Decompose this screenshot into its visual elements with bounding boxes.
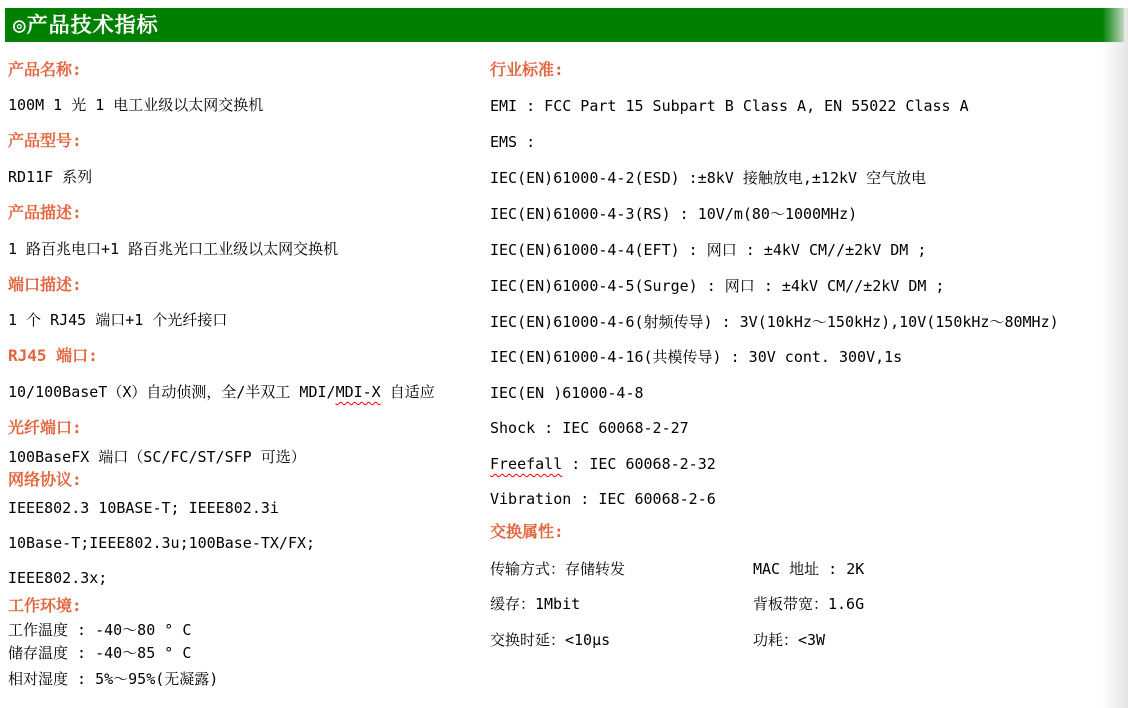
environment-line: 工作温度 : -40～80 ° C (8, 621, 192, 639)
rj45-port-value (8, 382, 490, 402)
heading-port-desc: 端口描述: (8, 275, 82, 294)
banner-title: ◎产品技术指标 (13, 13, 159, 37)
freefall-text-rest: : IEC 60068-2-32 (562, 455, 716, 473)
port-desc-value: 1 个 RJ45 端口+1 个光纤接口 (8, 311, 228, 329)
environment-line: 储存温度 : -40～85 ° C (8, 644, 192, 662)
standard-line: IEC(EN )61000-4-8 (490, 384, 644, 402)
right-column (490, 42, 1128, 689)
standard-line-freefall (490, 454, 1128, 474)
heading-fiber-port: 光纤端口: (8, 418, 82, 437)
switching-cell: 背板带宽：1.6G (753, 595, 865, 613)
heading-standards: 行业标准: (490, 60, 564, 79)
product-model-value: RD11F 系列 (8, 168, 93, 186)
standard-line: Vibration : IEC 60068-2-6 (490, 490, 716, 508)
heading-protocols: 网络协议: (8, 470, 82, 489)
protocol-line: IEEE802.3x; (8, 569, 108, 587)
switching-row (490, 559, 1128, 579)
heading-rj45-port: RJ45 端口: (8, 346, 98, 365)
product-name-value: 100M 1 光 1 电工业级以太网交换机 (8, 96, 264, 114)
standard-line: EMS : (490, 133, 536, 151)
rj45-text-post: 自适应 (380, 383, 435, 401)
standard-line: IEC(EN)61000-4-4(EFT) : 网口 : ±4kV CM//±2kV DM ; (490, 241, 927, 259)
switching-cell: MAC 地址 : 2K (753, 560, 865, 578)
heading-product-model: 产品型号: (8, 131, 82, 150)
standard-line: Shock : IEC 60068-2-27 (490, 419, 689, 437)
heading-product-name: 产品名称: (8, 60, 82, 79)
standard-line: IEC(EN)61000-4-6(射频传导) : 3V(10kHz～150kHz),10V(150kHz～80MHz) (490, 313, 1059, 331)
section-banner (5, 8, 1124, 42)
standard-line: IEC(EN)61000-4-5(Surge) : 网口 : ±4kV CM//±2kV DM ; (490, 277, 945, 295)
switching-cell: 功耗：<3W (753, 631, 826, 649)
product-desc-value: 1 路百兆电口+1 路百兆光口工业级以太网交换机 (8, 240, 339, 258)
standard-line: IEC(EN)61000-4-3(RS) : 10V/m(80～1000MHz) (490, 205, 858, 223)
spellcheck-word-freefall: Freefall (490, 455, 563, 473)
spellcheck-word-mdix: MDI-X (335, 383, 381, 401)
standard-line: EMI : FCC Part 15 Subpart B Class A, EN 55022 Class A (490, 97, 969, 115)
protocol-line: IEEE802.3 10BASE-T; IEEE802.3i (8, 499, 279, 517)
environment-line: 相对湿度 : 5%～95%(无凝露) (8, 670, 219, 688)
protocol-line: 10Base-T;IEEE802.3u;100Base-TX/FX; (8, 534, 316, 552)
heading-product-desc: 产品描述: (8, 203, 82, 222)
fiber-port-value: 100BaseFX 端口（SC/FC/ST/SFP 可选） (8, 448, 306, 466)
standard-line: IEC(EN)61000-4-2(ESD) :±8kV 接触放电,±12kV 空气放电 (490, 169, 927, 187)
switching-row (490, 630, 1128, 650)
spec-content (0, 42, 1128, 689)
rj45-text-pre: 10/100BaseT（X）自动侦测，全/半双工 MDI/ (8, 383, 336, 401)
switching-cell: 传输方式：存储转发 (490, 560, 626, 578)
switching-cell: 缓存：1Mbit (490, 595, 581, 613)
switching-row (490, 594, 1128, 614)
heading-environment: 工作环境: (8, 596, 82, 615)
heading-switching: 交换属性: (490, 522, 564, 541)
switching-cell: 交换时延：<10μs (490, 631, 611, 649)
standard-line: IEC(EN)61000-4-16(共模传导) : 30V cont. 300V,1s (490, 348, 903, 366)
left-column (8, 42, 490, 689)
